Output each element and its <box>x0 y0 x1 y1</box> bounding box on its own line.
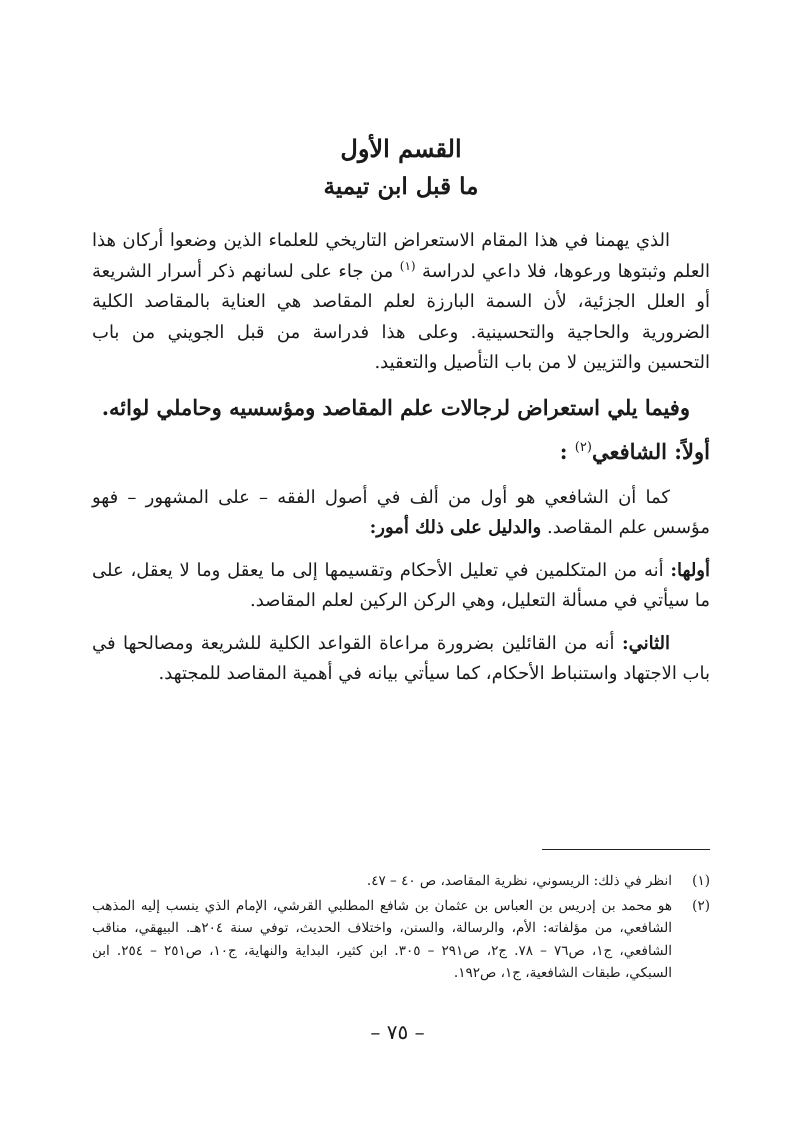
point-two <box>92 629 710 690</box>
footnote-number: (٢) <box>692 897 710 914</box>
shafii-heading-label: أولاً: الشافعي <box>591 438 710 464</box>
shafii-paragraph <box>92 483 710 544</box>
shafii-paragraph-bold: والدليل على ذلك أمور: <box>369 517 542 538</box>
section-subtitle: ما قبل ابن تيمية <box>323 173 479 200</box>
intro-paragraph <box>92 226 710 379</box>
point-two-label: الثاني: <box>621 632 670 654</box>
page-number: – ٧٥ – <box>370 1020 425 1044</box>
intro-text-2: من جاء على لسانهم ذكر أسرار الشريعة أو العلل الجزئية، لأن السمة البارزة لعلم المقاصد هي العناية بالمقاصد الكلية الضرورية والحاجية والتحسينية. وعلى هذا فدراسة من قبل الجويني من باب التحسين والتزيين لا من باب التأصيل والتعقيد. <box>92 260 710 373</box>
point-one <box>92 556 710 617</box>
footnote-divider <box>542 849 710 850</box>
spacer <box>92 544 710 556</box>
spacer <box>92 617 710 629</box>
shafii-heading <box>92 435 710 469</box>
footnote-text: انظر في ذلك: الريسوني، نظرية المقاصد، ص ٤٠ – ٤٧. <box>366 873 672 889</box>
footnote-text: هو محمد بن إدريس بن العباس بن عثمان بن شافع المطلبي القرشي، الإمام الذي ينسب إليه المذهب الشافعي، من مؤلفاته: الأم، والرسالة، والسنن، واختلاف الحديث، توفي سنة ٢٠٤هـ. البيهقي، مناقب الشافعي، ج١، ص٧٦ – ٧٨. ج٢، ص٢٩١ – ٣٠٥. ابن كثير، البداية والنهاية، ج١٠، ص٢٥١ – ٢٥٤. ابن السبكي، طبقات الشافعية، ج١، ص١٩٢. <box>92 897 672 981</box>
footnote-ref-2[interactable]: (٢) <box>574 439 592 455</box>
lead-sentence: وفيما يلي استعراض لرجالات علم المقاصد ومؤسسيه وحاملي لوائه. <box>101 394 690 420</box>
intro-text-1: الذي يهمنا في هذا المقام الاستعراض التاريخي للعلماء الذين وضعوا أركان هذا العلم وثبتوها ورعوها، فلا داعي لدراسة <box>92 230 711 282</box>
footnote-ref-1[interactable]: (١) <box>399 258 416 273</box>
shafii-heading-colon: : <box>559 438 575 464</box>
page-body <box>92 130 710 690</box>
footnote-1 <box>92 870 710 893</box>
footnotes <box>92 870 710 987</box>
point-two-text: أنه من القائلين بضرورة مراعاة القواعد الكلية للشريعة ومصالحها في باب الاجتهاد واستنباط الأحكام، كما سيأتي بيانه في أهمية المقاصد للمجتهد. <box>92 632 710 684</box>
point-one-text: أنه من المتكلمين في تعليل الأحكام وتقسيمها إلى ما يعقل وما لا يعقل، على ما سيأتي في مسألة التعليل، وهي الركن الركين لعلم المقاصد. <box>92 559 710 611</box>
point-one-label: أولها: <box>670 559 710 581</box>
shafii-paragraph-text: كما أن الشافعي هو أول من ألف في أصول الفقه – على المشهور – فهو مؤسس علم المقاصد. <box>92 486 710 538</box>
footnote-2 <box>92 895 710 985</box>
footnote-number: (١) <box>692 873 710 889</box>
section-title: القسم الأول <box>340 134 462 163</box>
